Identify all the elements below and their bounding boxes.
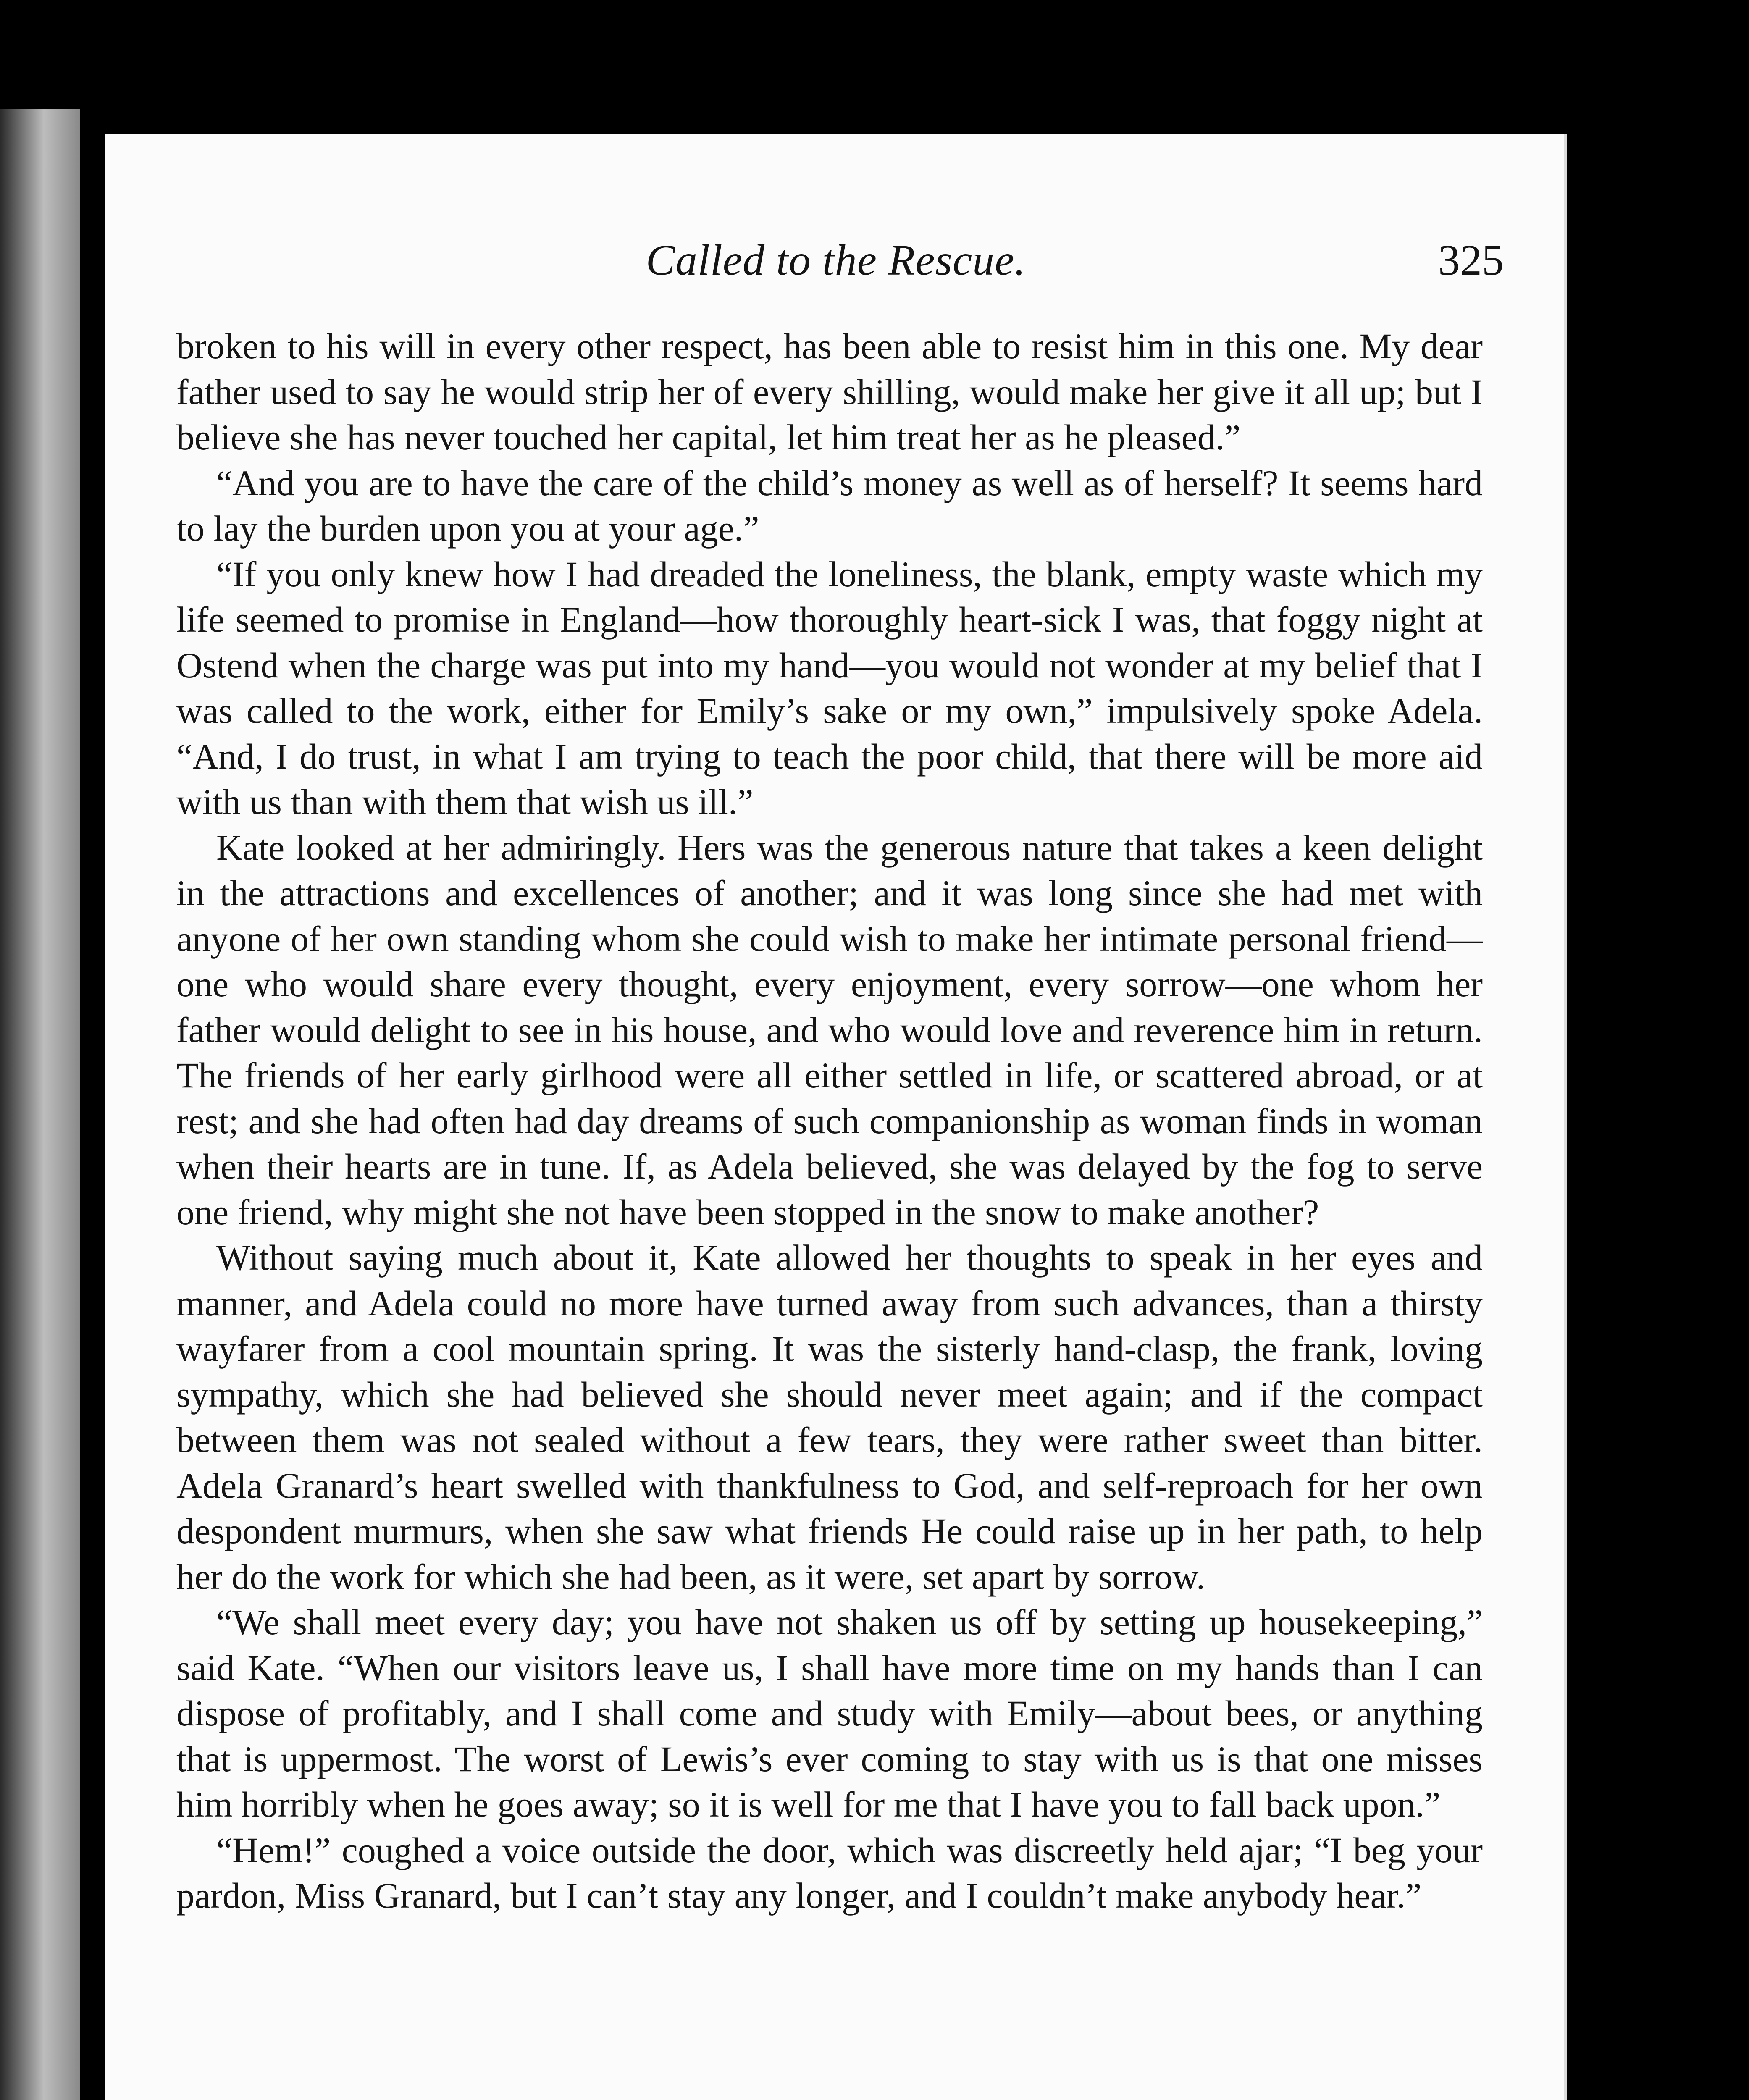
paragraph-6: “We shall meet every day; you have not shaken us off by setting up housekeeping,” said Kate. “When our visitors leave us, I shall have more time on my hands than I can dispose of profitably, and I shall come and study with Emily—about bees, or anything that is uppermost. The worst of Lewis’s ever coming to stay with us is that one misses him horribly when he goes away; so it is well for me that I have you to fall back upon.” [176, 1602, 1483, 1824]
adjacent-page-edge [0, 109, 80, 2100]
body-text [176, 323, 1483, 1919]
paragraph-3: “If you only knew how I had dreaded the loneliness, the blank, empty waste which my life seemed to promise in England—how thoroughly heart-sick I was, that foggy night at Ostend when the charge was put into my hand—you would not wonder at my belief that I was called to the work, either for Emily’s sake or my own,” impulsively spoke Adela. “And, I do trust, in what I am trying to teach the poor child, that there will be more aid with us than with them that wish us ill.” [176, 554, 1483, 822]
paragraph-4: Kate looked at her admiringly. Hers was the generous nature that takes a keen delight in the attractions and excellences of another; and it was long since she had met with anyone of her own standing whom she could wish to make her intimate personal friend—one who would share every thought, every enjoyment, every sorrow—one whom her father would delight to see in his house, and who would love and reverence him in return. The friends of her early girlhood were all either settled in life, or scattered abroad, or at rest; and she had often had day dreams of such companionship as woman finds in woman when their hearts are in tune. If, as Adela believed, she was delayed by the fog to serve one friend, why might she not have been stopped in the snow to make another? [176, 827, 1483, 1232]
page-header [105, 231, 1567, 290]
paragraph-7: “Hem!” coughed a voice outside the door, which was discreetly held ajar; “I beg your pardon, Miss Granard, but I can’t stay any longer, and I couldn’t make anybody hear.” [176, 1830, 1483, 1916]
paragraph-1: broken to his will in every other respect, has been able to resist him in this one. My dear father used to say he would strip her of every shilling, would make her give it all up; but I believe she has never touched her capital, let him treat her as he pleased.” [176, 326, 1483, 457]
paragraph-2: “And you are to have the care of the child’s money as well as of herself? It seems hard to lay the burden upon you at your age.” [176, 462, 1483, 549]
paragraph-5: Without saying much about it, Kate allowed her thoughts to speak in her eyes and manner, and Adela could no more have turned away from such advances, than a thirsty wayfarer from a cool mountain spring. It was the sisterly hand-clasp, the frank, loving sympathy, which she had believed she should never meet again; and if the compact between them was not sealed without a few tears, they were rather sweet than bitter. Adela Granard’s heart swelled with thankfulness to God, and self-reproach for her own despondent murmurs, when she saw what friends He could raise up in her path, to help her do the work for which she had been, as it were, set apart by sorrow. [176, 1237, 1483, 1597]
page-number: 325 [1438, 236, 1504, 284]
running-title: Called to the Rescue. [646, 236, 1026, 284]
book-page [105, 134, 1567, 2100]
